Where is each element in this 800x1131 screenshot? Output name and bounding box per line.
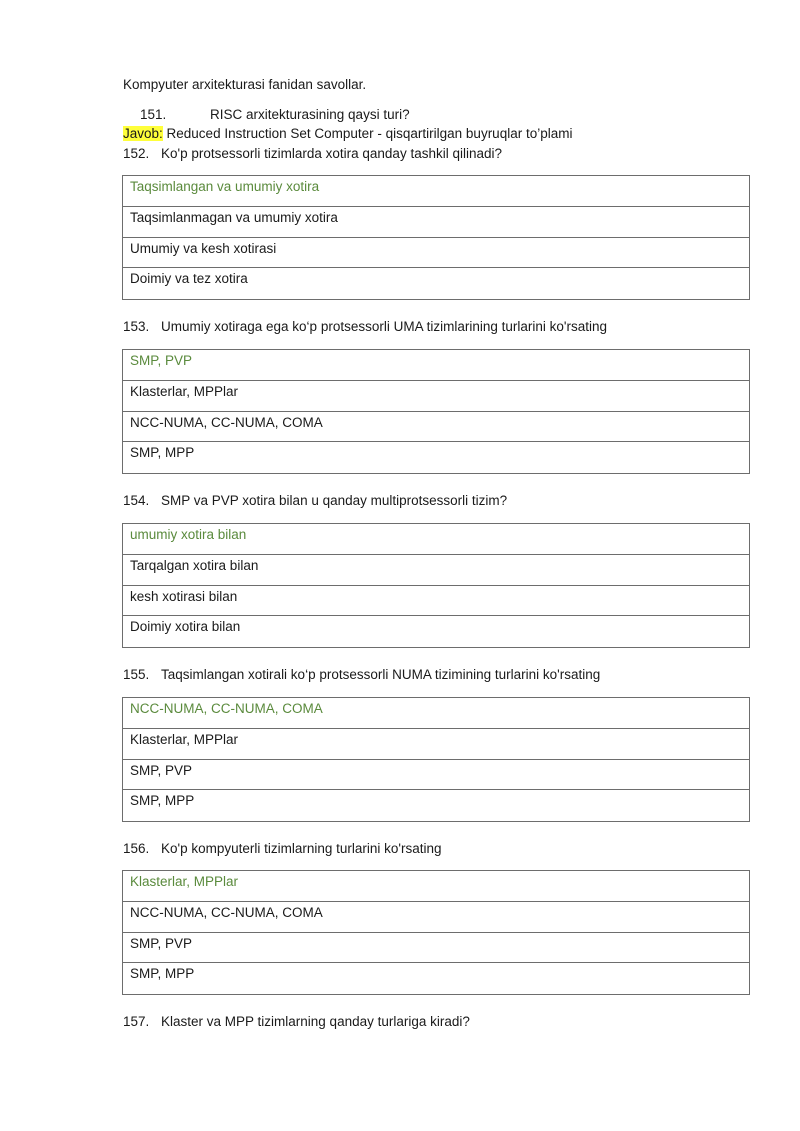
option-correct: Taqsimlangan va umumiy xotira [123,176,749,207]
options-table-155 [122,697,750,822]
option: NCC-NUMA, CC-NUMA, COMA [123,902,749,933]
question-text: Ko'p protsessorli tizimlarda xotira qanday tashkil qilinadi? [161,146,502,161]
option-correct: SMP, PVP [123,350,749,381]
question-155 [123,667,600,682]
option: Doimiy xotira bilan [130,619,241,635]
option: SMP, MPP [130,793,195,809]
question-text: Klaster va MPP tizimlarning qanday turlariga kiradi? [161,1014,470,1029]
question-number: 151. [140,107,167,122]
option: Doimiy va tez xotira [130,271,248,287]
answer-151 [123,126,572,141]
question-number: 157. [123,1014,150,1029]
option: Umumiy va kesh xotirasi [123,238,749,269]
question-text: Ko'p kompyuterli tizimlarning turlarini ko'rsating [161,841,442,856]
option-correct: umumiy xotira bilan [123,524,749,555]
question-number: 154. [123,493,150,508]
question-number: 155. [123,667,150,682]
option: Klasterlar, MPPlar [123,729,749,760]
question-number: 156. [123,841,150,856]
question-152 [123,146,502,161]
option-correct: Klasterlar, MPPlar [123,871,749,902]
answer-label: Javob: [123,126,163,141]
option: Taqsimlanmagan va umumiy xotira [123,207,749,238]
option: SMP, PVP [123,760,749,791]
answer-text: Reduced Instruction Set Computer - qisqartirilgan buyruqlar to’plami [162,126,573,141]
question-number: 152. [123,146,150,161]
option: NCC-NUMA, CC-NUMA, COMA [123,412,749,443]
option: SMP, MPP [130,445,195,461]
question-154 [123,493,507,508]
option-correct: NCC-NUMA, CC-NUMA, COMA [123,698,749,729]
option: Tarqalgan xotira bilan [123,555,749,586]
question-number: 153. [123,319,150,334]
option: kesh xotirasi bilan [123,586,749,617]
question-text: SMP va PVP xotira bilan u qanday multiprotsessorli tizim? [161,493,508,508]
option: SMP, PVP [123,933,749,964]
options-table-154 [122,523,750,648]
document-title: Kompyuter arxitekturasi fanidan savollar. [123,77,367,92]
question-text: Taqsimlangan xotirali ko‘p protsessorli NUMA tizimining turlarini ko'rsating [161,667,601,682]
question-text: Umumiy xotiraga ega ko‘p protsessorli UMA tizimlarining turlarini ko'rsating [161,319,607,334]
options-table-152 [122,175,750,300]
options-table-156 [122,870,750,995]
question-157 [123,1014,470,1029]
question-151 [140,107,410,122]
question-153 [123,319,607,334]
option: Klasterlar, MPPlar [123,381,749,412]
question-text: RISC arxitekturasining qaysi turi? [210,107,410,122]
option: SMP, MPP [130,966,195,982]
question-156 [123,841,442,856]
options-table-153 [122,349,750,474]
